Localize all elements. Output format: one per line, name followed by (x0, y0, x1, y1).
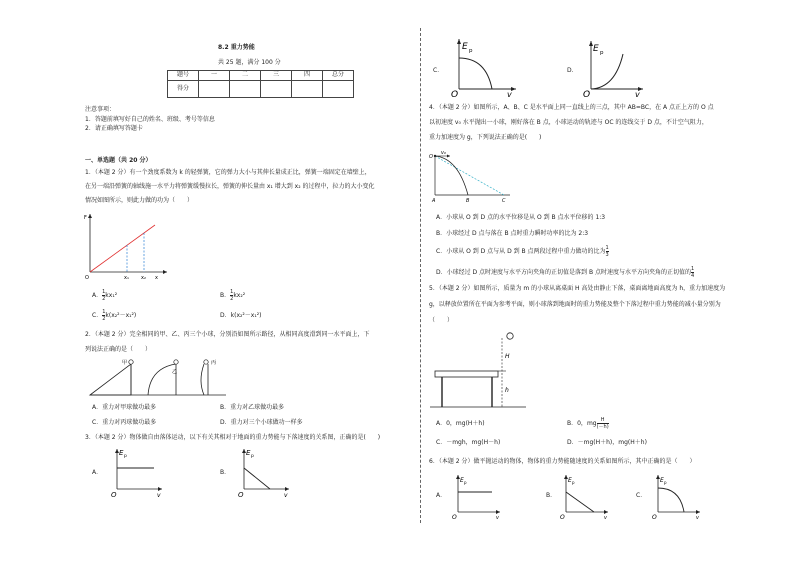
q6-option-b[interactable]: B． (546, 492, 557, 499)
q2-fig-label-a: 甲 (122, 360, 128, 366)
q3-option-a[interactable]: A． (92, 469, 103, 476)
notes-heading: 注意事项： (85, 106, 116, 113)
page-subtitle: 共 25 题，满分 100 分 (218, 59, 281, 66)
q5-line: g，以释放位置所在平面为参考平面，则小球落到地面时的重力势能及整个下落过程中重力势能的减小量分别为 (429, 301, 721, 308)
q3-axis-y: E (119, 449, 124, 457)
q1-option-c[interactable]: C． $\frac{1}{2}$ k(x₂²－x₁²) (92, 309, 137, 322)
score-header-cell: 总分 (323, 71, 354, 81)
q1-line: 情况如图所示，则此力做的功为（ ） (85, 197, 194, 204)
score-header-cell: 二 (230, 71, 261, 81)
q4-line: 重力加速度为 g，下列说法正确的是( ) (429, 134, 542, 141)
svg-text:E: E (246, 449, 251, 457)
svg-text:O: O (451, 90, 459, 98)
svg-text:p: p (600, 50, 604, 56)
q4-line: 4．（本题 2 分）如图所示，A、B、C 是水平面上同一直线上的三点，其中 AB=BC，在 A 点正上方的 O 点 (429, 104, 714, 111)
q6-graph-a (452, 472, 504, 520)
q2-paths-figure (86, 356, 236, 400)
svg-text:p: p (469, 48, 473, 54)
svg-text:h: h (505, 387, 509, 394)
notes-item: 1．答题前填写好自己的姓名、班级、考号等信息 (85, 116, 215, 123)
svg-text:v: v (507, 90, 512, 98)
svg-text:E: E (593, 44, 599, 54)
q6-graph-b (560, 472, 612, 520)
svg-text:p: p (464, 480, 467, 485)
q1-fig-x2: x₂ (141, 275, 146, 281)
svg-text:E: E (462, 42, 468, 52)
q2-option-a[interactable]: A．重力对甲球做功最多 (92, 404, 157, 411)
svg-text:O: O (238, 491, 244, 498)
q5-option-b[interactable]: B．0，mg $\frac{H}{(-h)}$ (567, 417, 609, 430)
notes-item: 2．请正确填写答题卡 (85, 125, 143, 132)
q6-line: 6．（本题 2 分）做平抛运动的物体，物体的重力势能随速度的关系如图所示，其中正确的是（ ） (429, 458, 696, 465)
svg-text:H: H (505, 353, 510, 360)
svg-text:p: p (251, 454, 254, 459)
svg-text:O: O (452, 514, 457, 520)
q1-line: 在另一端沿弹簧的轴线施一水平力将弹簧缓慢拉长，弹簧的伸长量由 x₁ 增大到 x₂ 的过程中，拉力的大小变化 (85, 183, 375, 190)
svg-text:O: O (429, 154, 433, 160)
q4-line: 以初速度 v₀ 水平抛出一小球，刚好落在 B 点，小球运动的轨迹与 OC 的连线交于 D 点，不计空气阻力， (429, 119, 708, 126)
q3-graph-d (583, 38, 647, 98)
svg-text:E: E (568, 477, 572, 484)
q2-line: 2．（本题 2 分）完全相同的甲、乙、丙三个小球，分别沿如图所示路径，从相同高度滑到同一水平面上，下 (85, 331, 370, 338)
q5-option-d[interactable]: D．－mg(H＋h)，mg(H＋h) (567, 439, 647, 446)
q3-graph-a (110, 446, 166, 498)
svg-text:B: B (466, 198, 470, 204)
svg-text:O: O (652, 514, 657, 520)
q4-option-c[interactable]: C．小球从 O 到 D 点与从 D 到 B 点两段过程中重力做功的比为 $\frac{1}{3}$ (436, 245, 609, 258)
score-header-cell: 四 (292, 71, 323, 81)
q2-option-d[interactable]: D．重力对三个小球做功一样多 (220, 419, 303, 426)
q5-line: （ ） (429, 317, 454, 324)
q6-graph-c (652, 472, 704, 520)
q2-option-c[interactable]: C．重力对丙球做功最多 (92, 419, 157, 426)
q6-option-a[interactable]: A． (436, 492, 447, 499)
svg-text:p: p (124, 454, 127, 459)
score-header-cell: 三 (261, 71, 292, 81)
column-divider (420, 28, 421, 523)
svg-text:C: C (502, 198, 506, 204)
q2-line: 列说法正确的是（ ） (85, 346, 152, 353)
q5-option-c[interactable]: C．－mgh，mg(H－h) (436, 439, 501, 446)
svg-text:v: v (496, 515, 499, 520)
q1-fig-x-label: x (155, 275, 158, 281)
q2-option-b[interactable]: B．重力对乙球做功最多 (220, 404, 285, 411)
q2-fig-label-c: 丙 (211, 360, 217, 366)
q3-option-c[interactable]: C． (433, 67, 444, 74)
q2-fig-label-b: 乙 (172, 369, 178, 375)
q4-projectile-figure (428, 146, 518, 206)
score-cell[interactable] (199, 81, 230, 98)
score-cell[interactable] (323, 81, 354, 98)
q1-option-b[interactable]: B． $\frac{1}{2}$ kx₂² (220, 289, 246, 302)
q4-option-d[interactable]: D．小球经过 D 点时速度与水平方向夹角的正切值是落到 B 点时速度与水平方向夹角的正切值的 $\frac{1}{4}$ (436, 266, 695, 279)
q5-table-figure (430, 330, 530, 410)
q3-option-b[interactable]: B． (220, 469, 231, 476)
svg-text:E: E (660, 477, 664, 484)
score-cell[interactable] (292, 81, 323, 98)
svg-text:v₀: v₀ (441, 150, 446, 156)
q3-graph-b (237, 446, 293, 498)
svg-text:v: v (284, 492, 288, 498)
svg-text:O: O (111, 491, 117, 498)
page-title: 8.2 重力势能 (218, 44, 255, 51)
q3-option-d[interactable]: D． (567, 67, 578, 74)
svg-text:v: v (696, 515, 699, 520)
score-row-label: 得分 (168, 81, 199, 98)
q3-line: 3．（本题 2 分）物体做自由落体运动，以下有关其相对于地面的重力势能与下落速度的关系图，正确的是( ) (85, 434, 381, 441)
q4-option-b[interactable]: B．小球经过 D 点与落在 B 点时重力瞬时功率的比为 2:3 (436, 230, 589, 237)
score-header-cell: 题号 (168, 71, 199, 81)
q1-fig-origin: O (85, 275, 89, 281)
svg-text:A: A (432, 198, 436, 204)
q4-option-a[interactable]: A．小球从 O 到 D 点的水平位移是从 O 到 B 点水平位移的 1:3 (436, 214, 606, 221)
q1-option-d[interactable]: D．k(x₂²－x₁²) (220, 312, 262, 319)
score-table (167, 70, 354, 98)
svg-text:E: E (460, 477, 464, 484)
q3-graph-c (450, 36, 520, 98)
svg-text:O: O (560, 514, 565, 520)
score-header-cell: 一 (199, 71, 230, 81)
svg-text:v: v (604, 515, 607, 520)
svg-text:p: p (664, 480, 667, 485)
svg-text:O: O (583, 90, 591, 98)
score-cell[interactable] (230, 81, 261, 98)
section-heading: 一、单选题（共 20 分） (85, 157, 152, 164)
q1-option-a[interactable]: A． $\frac{1}{2}$ kx₁² (92, 289, 118, 302)
q1-force-graph (82, 210, 172, 282)
score-cell[interactable] (261, 81, 292, 98)
q5-line: 5．（本题 2 分）如图所示，质量为 m 的小球从离桌面 H 高处由静止下落，桌面离地面高度为 h，重力加速度为 (429, 285, 726, 292)
svg-text:v: v (635, 90, 640, 98)
svg-text:v: v (157, 492, 161, 498)
q5-option-a[interactable]: A．0，mg(H＋h) (436, 420, 485, 427)
q1-line: 1．（本题 2 分）有一个劲度系数为 k 的轻弹簧，它的弹力大小与其伸长量成正比，弹簧一端固定在墙壁上， (85, 169, 371, 176)
svg-text:p: p (572, 480, 575, 485)
q1-fig-x1: x₁ (124, 275, 129, 281)
q1-fig-y-label: F (84, 215, 87, 221)
q6-option-c[interactable]: C． (636, 492, 647, 499)
